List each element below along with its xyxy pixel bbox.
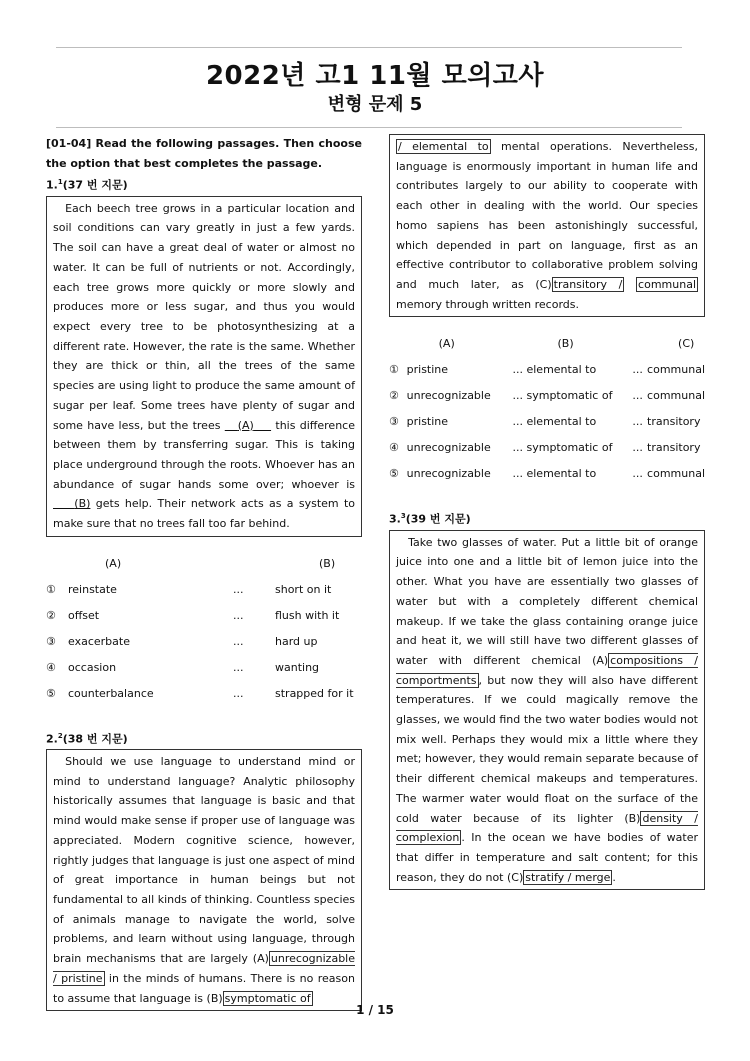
choice-dots: ... (233, 582, 244, 596)
q1-choice-row[interactable] (46, 655, 354, 681)
q2-source: (38 번 지문) (62, 732, 128, 746)
choice-number: ② (389, 389, 399, 403)
q2-option-box-c-cont: communal (638, 277, 696, 291)
choice-dots: ... (233, 660, 244, 674)
q2-header (46, 727, 362, 749)
choice-number: ⑤ (389, 467, 399, 481)
choice-c: transitory (647, 441, 701, 455)
page-subtitle: 변형 문제 5 (327, 94, 423, 115)
q3-source: (39 번 지문) (405, 512, 471, 526)
choice-dots: ... (632, 389, 643, 403)
right-column (389, 134, 705, 890)
q1-choice-row[interactable] (46, 629, 354, 655)
q2-text-2: in the minds of humans. There is no reason to assume that language is (53, 971, 355, 1005)
choice-c: transitory (647, 415, 701, 429)
choice-dots: ... (233, 634, 244, 648)
q1-blank-a (225, 419, 271, 432)
q2-choice-row[interactable] (389, 383, 705, 409)
choice-dots: ... (512, 415, 523, 429)
q3-header (389, 507, 705, 529)
q2-option-box-c: transitory / (553, 277, 623, 291)
q2-text-3: mental operations. Nevertheless, language is enormously important in human life and contributes largely to our ability to cooperate with each other in dealing with the world. Our species homo sapiens has been astonishingly successful, which depended in part on language, first as an effective contributor to collaborative problem solving and much later, as (396, 140, 698, 291)
page-title: 2022년 고1 11월 모의고사 (205, 61, 545, 91)
q3-a-label: (A) (592, 653, 609, 667)
choice-a: unrecognizable (406, 389, 491, 403)
q1-choices (46, 551, 354, 707)
choice-a: pristine (406, 415, 449, 429)
q2-number: 2. (46, 732, 58, 746)
choice-number: ③ (389, 415, 399, 429)
q1-head-a: (A) (105, 556, 122, 570)
q1-choice-row[interactable] (46, 603, 354, 629)
q2-passage-part2 (389, 134, 705, 317)
choice-dots: ... (632, 467, 643, 481)
choice-a: unrecognizable (406, 441, 491, 455)
choice-c: communal (647, 389, 705, 403)
choice-dots: ... (233, 686, 244, 700)
header-rule-bottom (56, 127, 682, 128)
choice-b: short on it (275, 582, 332, 596)
choice-a: counterbalance (68, 686, 154, 700)
q3-option-box-c: stratify / merge (525, 870, 611, 884)
q2-footnote: 2 (57, 731, 63, 740)
choice-dots: ... (632, 415, 643, 429)
q2-choice-row[interactable] (389, 409, 705, 435)
q1-text-3: gets help. Their network acts as a system to make sure that no trees fall too far behind. (53, 497, 355, 531)
q2-text-1: Should we use language to understand mind or mind to understand language? Analytic philosophy historically assumes that language is basic and that mind would make sense if proper use of language was appreciated. Modern cognitive science, however, rightly judges that language is just one aspect of mind of great importance in human beings but not fundamental to all kinds of thinking. Countless species of animals manage to navigate the world, solve problems, and learn without using language, through brain mechanisms that are largely (53, 755, 355, 966)
q3-c-label: (C) (507, 870, 524, 884)
q1-header (46, 173, 362, 195)
instructions: [01-04] Read the following passages. Then choose the option that best completes the passage. (46, 137, 362, 170)
q2-head-a: (A) (438, 337, 455, 351)
choice-a: reinstate (68, 582, 117, 596)
q2-text-4: memory through written records. (396, 297, 579, 311)
choice-a: unrecognizable (406, 467, 491, 481)
q1-choices-head (46, 551, 354, 577)
choice-c: communal (647, 363, 705, 377)
choice-b: symptomatic of (526, 441, 613, 455)
choice-dots: ... (512, 389, 523, 403)
q3-text-4: . (612, 870, 616, 884)
choice-b: symptomatic of (526, 389, 613, 403)
choice-dots: ... (512, 363, 523, 377)
q2-passage-part1 (46, 749, 362, 1011)
choice-a: occasion (68, 660, 117, 674)
q2-option-box-a: unrecognizable / pristine (53, 952, 356, 985)
q1-blank-b (53, 497, 90, 510)
choice-b: elemental to (526, 415, 597, 429)
q2-choices-head (389, 331, 705, 357)
choice-b: strapped for it (275, 686, 354, 700)
choice-a: pristine (406, 363, 449, 377)
choice-b: flush with it (275, 608, 340, 622)
q2-option-box-b: symptomatic of (224, 991, 311, 1005)
q1-blank-a-label: (A) (237, 418, 254, 432)
q3-passage (389, 530, 705, 891)
page-number: 1 / 15 (356, 1003, 394, 1017)
choice-dots: ... (632, 363, 643, 377)
q2-a-label: (A) (252, 952, 269, 966)
q1-source: (37 번 지문) (62, 179, 128, 193)
q1-number: 1. (46, 179, 58, 193)
q1-head-b: (B) (319, 556, 336, 570)
q2-choice-row[interactable] (389, 461, 705, 487)
choice-number: ③ (46, 634, 56, 648)
q2-head-b: (B) (557, 337, 574, 351)
q1-text-1: Each beech tree grows in a particular location and soil conditions can vary greatly in just a few yards. The soil can have a great deal of water or almost no water. It can be full of nutrients or not. Accordingly, each tree grows more quickly or more slowly and produces more or less sugar, and thus you would expect every tree to be photosynthesizing at a different rate. However, the rate is the same. Whether they are thick or thin, all the trees of the same species are using light to produce the same amount of sugar per leaf. Some trees have plenty of sugar and some have less, but the trees (53, 201, 355, 432)
left-column (46, 134, 362, 1011)
choice-dots: ... (233, 608, 244, 622)
q3-text-1: Take two glasses of water. Put a little bit of orange juice into one and a little bit of lemon juice into the other. What you have are essentially two glasses of water but with a completely different chemical makeup. If we take the glass containing orange juice and heat it, we will still have two different glasses of water with different chemical (396, 535, 698, 667)
q1-footnote: 1 (57, 178, 63, 187)
choice-number: ⑤ (46, 686, 56, 700)
choice-b: elemental to (526, 467, 597, 481)
q1-blank-b-label: (B) (74, 497, 91, 511)
q2-b-label: (B) (206, 991, 223, 1005)
choice-number: ① (389, 363, 399, 377)
choice-b: wanting (275, 660, 320, 674)
choice-number: ④ (389, 441, 399, 455)
q2-c-label: (C) (535, 277, 552, 291)
q1-passage (46, 196, 362, 537)
choice-b: hard up (275, 634, 318, 648)
choice-number: ① (46, 582, 56, 596)
q3-footnote: 3 (400, 512, 406, 521)
choice-dots: ... (632, 441, 643, 455)
choice-c: communal (647, 467, 705, 481)
q3-text-2: , but now they will also have different temperatures. If we could magically remove the glasses, we would find the two water bodies would not mix well. Perhaps they would mix a little where they met; however, they would remain separate because of their different chemical makeups and temperatures. The warmer water would float on the surface of the cold water because of its lighter (396, 673, 698, 825)
choice-a: exacerbate (68, 634, 130, 648)
choice-b: elemental to (526, 363, 597, 377)
choice-number: ② (46, 608, 56, 622)
choice-dots: ... (512, 467, 523, 481)
q3-text-3: . In the ocean we have bodies of water that differ in temperature and salt content; for this reason, they do not (396, 831, 698, 884)
q2-head-c: (C) (678, 337, 695, 351)
q3-option-box-a: compositions / comportments (396, 653, 698, 687)
header-rule-top (56, 47, 682, 48)
q3-number: 3. (389, 512, 401, 526)
choice-number: ④ (46, 660, 56, 674)
q2-choices (389, 331, 705, 487)
q2-choice-row[interactable] (389, 357, 705, 383)
choice-a: offset (68, 608, 100, 622)
q2-choice-row[interactable] (389, 435, 705, 461)
choice-dots: ... (512, 441, 523, 455)
q2-option-box-b-cont: / elemental to (398, 140, 489, 153)
q3-option-box-b: density / complexion (396, 811, 698, 845)
q3-b-label: (B) (624, 811, 641, 825)
q1-choice-row[interactable] (46, 681, 354, 707)
q1-text-2: this difference between them by transferring sugar. This is taking place underground through the roots. Whoever has an abundance of sugar hands some over; whoever is (53, 418, 355, 491)
q1-choice-row[interactable] (46, 577, 354, 603)
